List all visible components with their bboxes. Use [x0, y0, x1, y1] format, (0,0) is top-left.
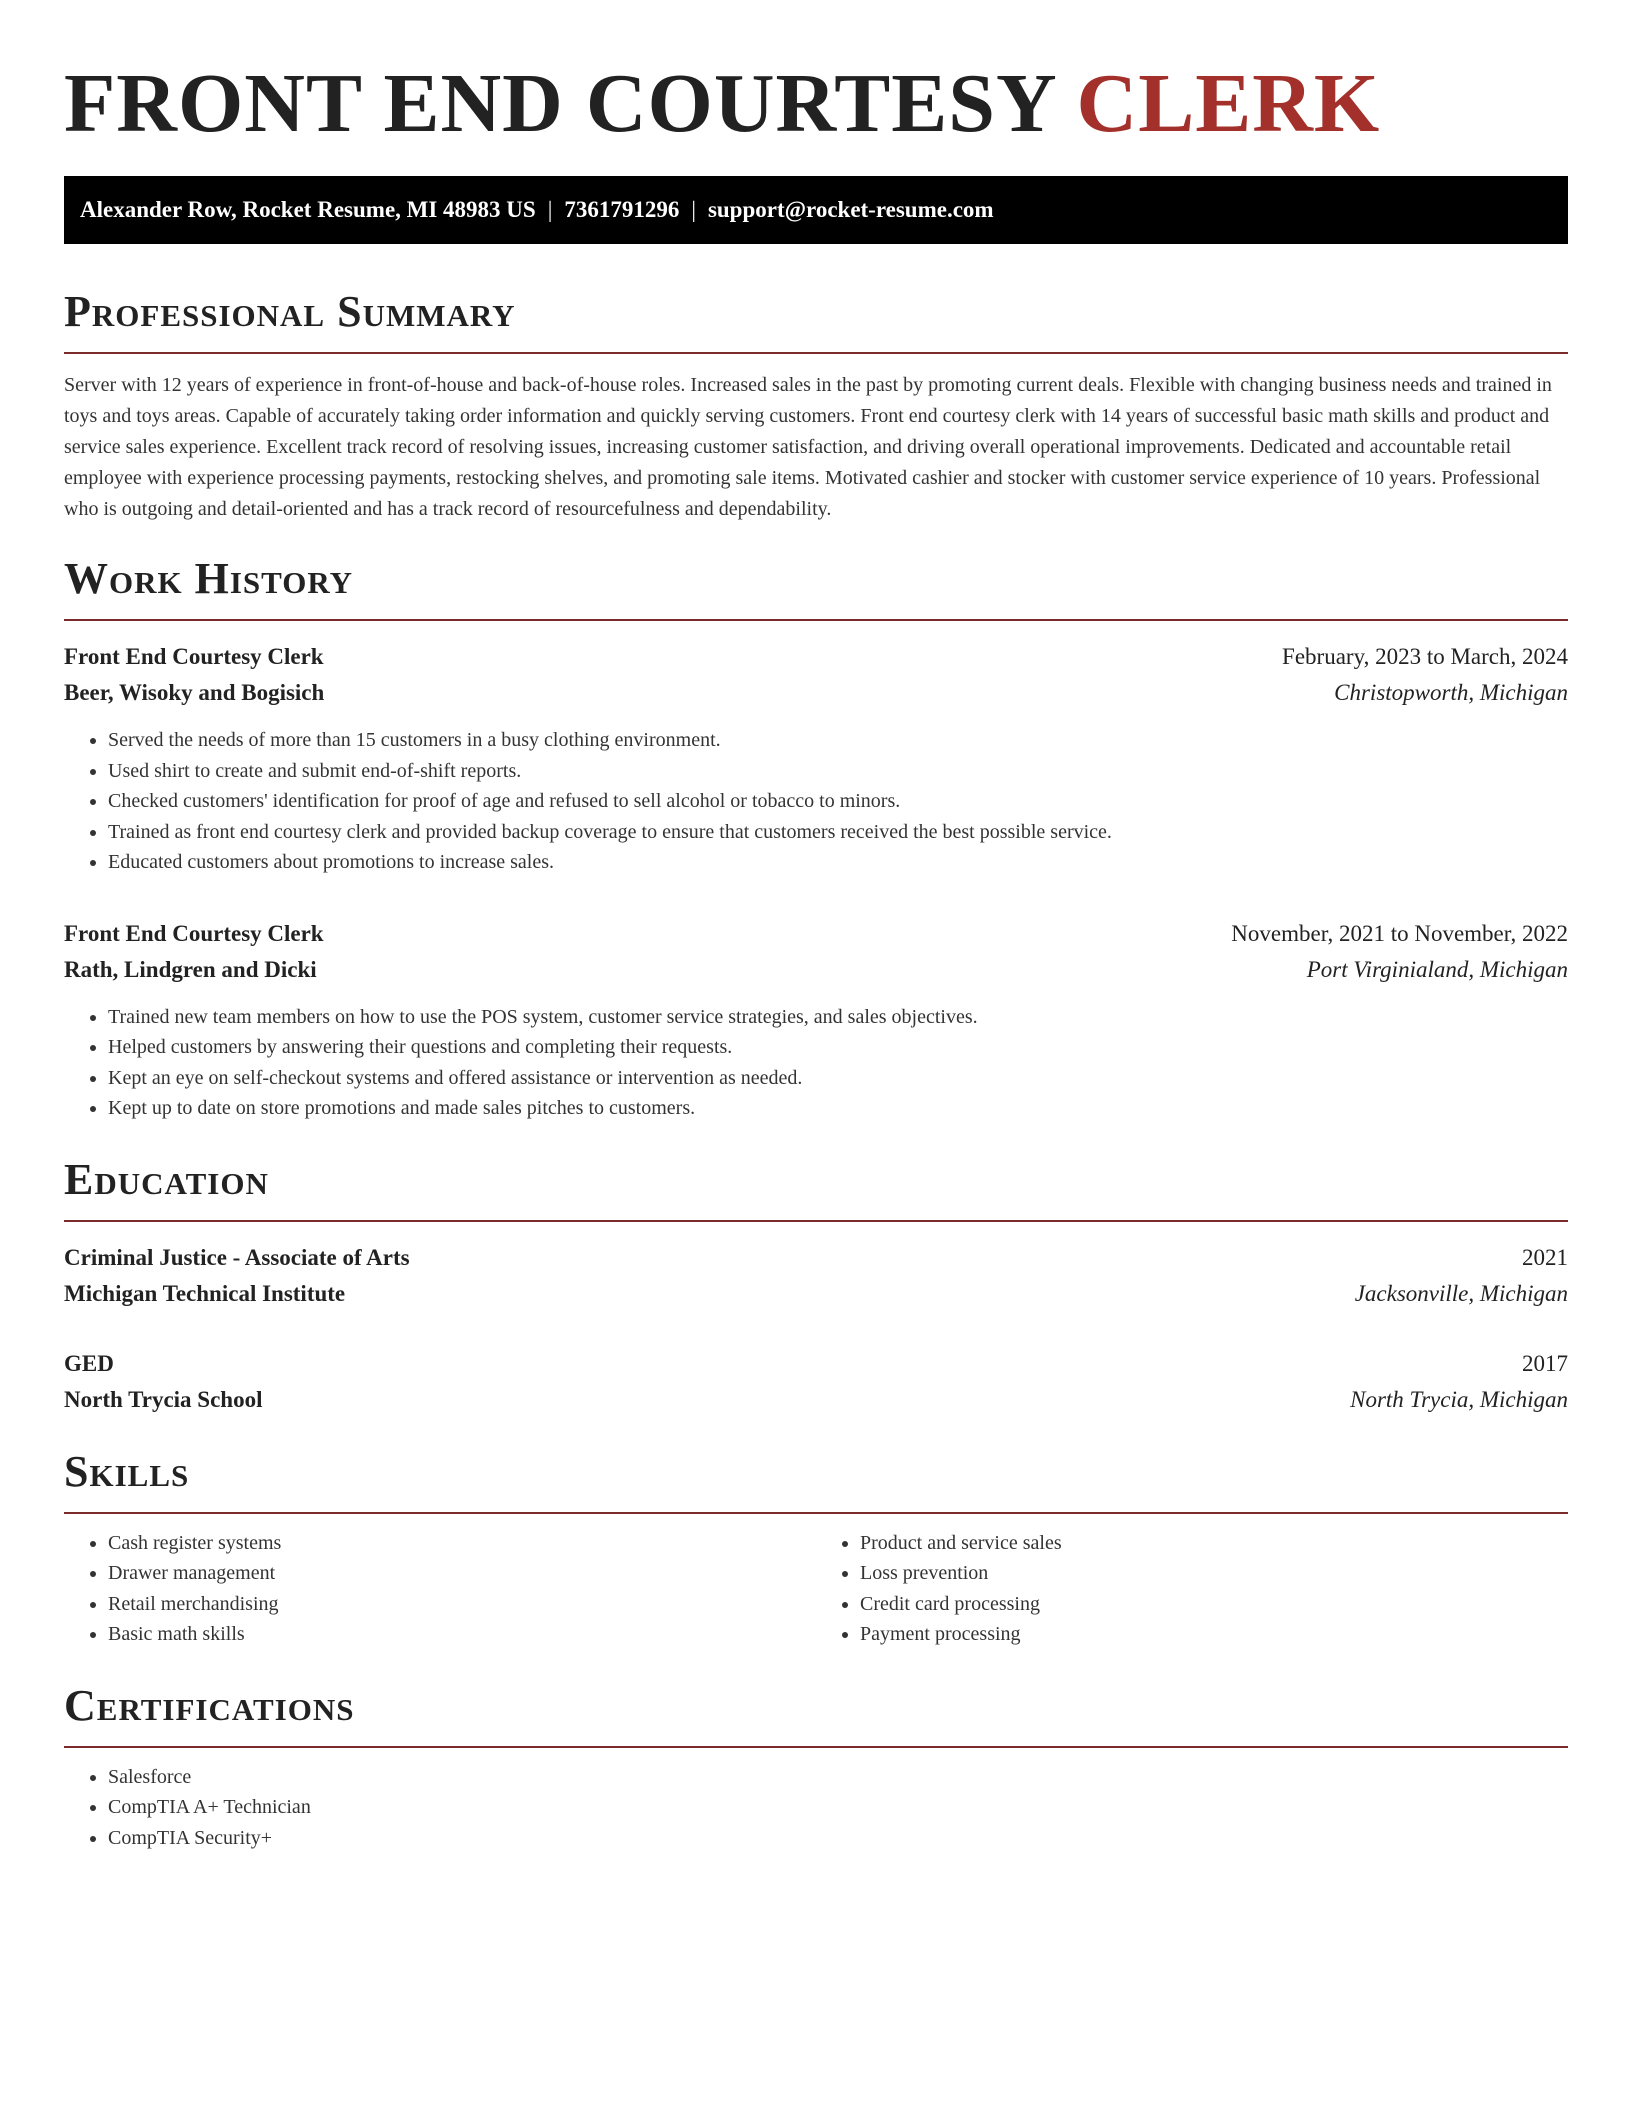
education-heading: Education [64, 1154, 269, 1204]
certifications-list [64, 1762, 1568, 1854]
contact-separator: | [691, 197, 696, 222]
list-item: • CompTIA A+ Technician [108, 1792, 1568, 1823]
list-item: • CompTIA Security+ [108, 1823, 1568, 1854]
job-dates: February, 2023 to March, 2024 [1282, 644, 1568, 669]
list-item: • Helped customers by answering their questions and completing their requests. [108, 1032, 1568, 1063]
education-header-row [64, 1240, 1568, 1276]
list-item: • Payment processing [860, 1619, 1568, 1650]
job-dates: November, 2021 to November, 2022 [1231, 920, 1568, 946]
section-divider [64, 1746, 1568, 1748]
education-section [64, 1154, 1568, 1418]
job-header-row [64, 639, 1568, 675]
job-company: Rath, Lindgren and Dicki [64, 956, 317, 982]
skills-section [64, 1446, 1568, 1650]
list-item: • Served the needs of more than 15 customers in a busy clothing environment. [108, 725, 1568, 756]
education-entry [64, 1346, 1568, 1418]
list-item: • Used shirt to create and submit end-of-shift reports. [108, 756, 1568, 787]
skills-list-right [816, 1528, 1568, 1650]
skills-heading: Skills [64, 1446, 190, 1496]
section-divider [64, 1512, 1568, 1514]
education-degree: Criminal Justice - Associate of Arts [64, 1244, 410, 1270]
job-title: Front End Courtesy Clerk [64, 920, 324, 946]
education-year: 2021 [1522, 1244, 1568, 1270]
title-main: FRONT END COURTESY [64, 57, 1055, 150]
list-item: • Educated customers about promotions to increase sales. [108, 847, 1568, 878]
list-item: • Loss prevention [860, 1558, 1568, 1589]
list-item: • Trained as front end courtesy clerk and provided backup coverage to ensure that customers received the best possible service. [108, 817, 1568, 848]
contact-address: Alexander Row, Rocket Resume, MI 48983 US [80, 197, 536, 222]
list-item: • Checked customers' identification for proof of age and refused to sell alcohol or tobacco to minors. [108, 786, 1568, 817]
job-entry [64, 916, 1568, 1124]
list-item: • Kept an eye on self-checkout systems and offered assistance or intervention as needed. [108, 1063, 1568, 1094]
job-entry [64, 639, 1568, 878]
summary-section [64, 286, 1568, 525]
skills-list-left [64, 1528, 816, 1650]
certifications-heading: Certifications [64, 1680, 355, 1730]
education-year: 2017 [1522, 1350, 1568, 1376]
section-divider [64, 1220, 1568, 1222]
resume-title [64, 58, 1568, 150]
summary-heading: Professional Summary [64, 287, 516, 336]
job-company-row [64, 675, 1568, 711]
list-item: • Kept up to date on store promotions and made sales pitches to customers. [108, 1093, 1568, 1124]
education-location: Jacksonville, Michigan [1354, 1280, 1568, 1306]
section-divider [64, 352, 1568, 354]
education-entry [64, 1240, 1568, 1312]
job-company: Beer, Wisoky and Bogisich [64, 680, 325, 705]
contact-separator: | [547, 197, 553, 222]
job-company-row [64, 952, 1568, 988]
skills-grid [64, 1528, 1568, 1650]
list-item: • Cash register systems [108, 1528, 816, 1559]
contact-email[interactable]: support@rocket-resume.com [707, 197, 994, 222]
job-duties [64, 725, 1568, 878]
work-history-section [64, 553, 1568, 1124]
job-duties [64, 1002, 1568, 1124]
contact-bar [64, 176, 1568, 244]
list-item: • Basic math skills [108, 1619, 816, 1650]
list-item: • Product and service sales [860, 1528, 1568, 1559]
list-item: • Credit card processing [860, 1589, 1568, 1620]
job-location: Port Virginialand, Michigan [1306, 956, 1568, 982]
education-header-row [64, 1346, 1568, 1382]
education-degree: GED [64, 1350, 114, 1376]
contact-phone[interactable]: 7361791296 [564, 197, 680, 222]
list-item: • Salesforce [108, 1762, 1568, 1793]
education-school-row [64, 1276, 1568, 1312]
education-location: North Trycia, Michigan [1350, 1386, 1568, 1412]
list-item: • Trained new team members on how to use the POS system, customer service strategies, and sales objectives. [108, 1002, 1568, 1033]
education-school: Michigan Technical Institute [64, 1280, 346, 1306]
job-header-row [64, 916, 1568, 952]
certifications-section [64, 1680, 1568, 1854]
education-school-row [64, 1382, 1568, 1418]
section-divider [64, 619, 1568, 621]
list-item: • Retail merchandising [108, 1589, 816, 1620]
job-location: Christopworth, Michigan [1334, 680, 1568, 705]
education-school: North Trycia School [64, 1386, 263, 1412]
title-accent: CLERK [1076, 57, 1381, 150]
job-title: Front End Courtesy Clerk [64, 644, 324, 669]
list-item: • Drawer management [108, 1558, 816, 1589]
work-history-heading: Work History [64, 554, 354, 603]
summary-text: Server with 12 years of experience in front-of-house and back-of-house roles. Increased sales in the past by promoting current deals. Flexible with changing business needs and trained in toys and toys areas. Capable of accurately taking order information and quickly serving customers. Front end courtesy clerk with 14 years of successful basic math skills and product and service sales experience. Excellent track record of resolving issues, increasing customer satisfaction, and driving overall operational improvements. Dedicated and accountable retail employee with experience processing payments, restocking shelves, and promoting sale items. Motivated cashier and stocker with customer service experience of 10 years. Professional who is outgoing and detail-oriented and has a track record of resourcefulness and dependability. [64, 374, 1552, 520]
